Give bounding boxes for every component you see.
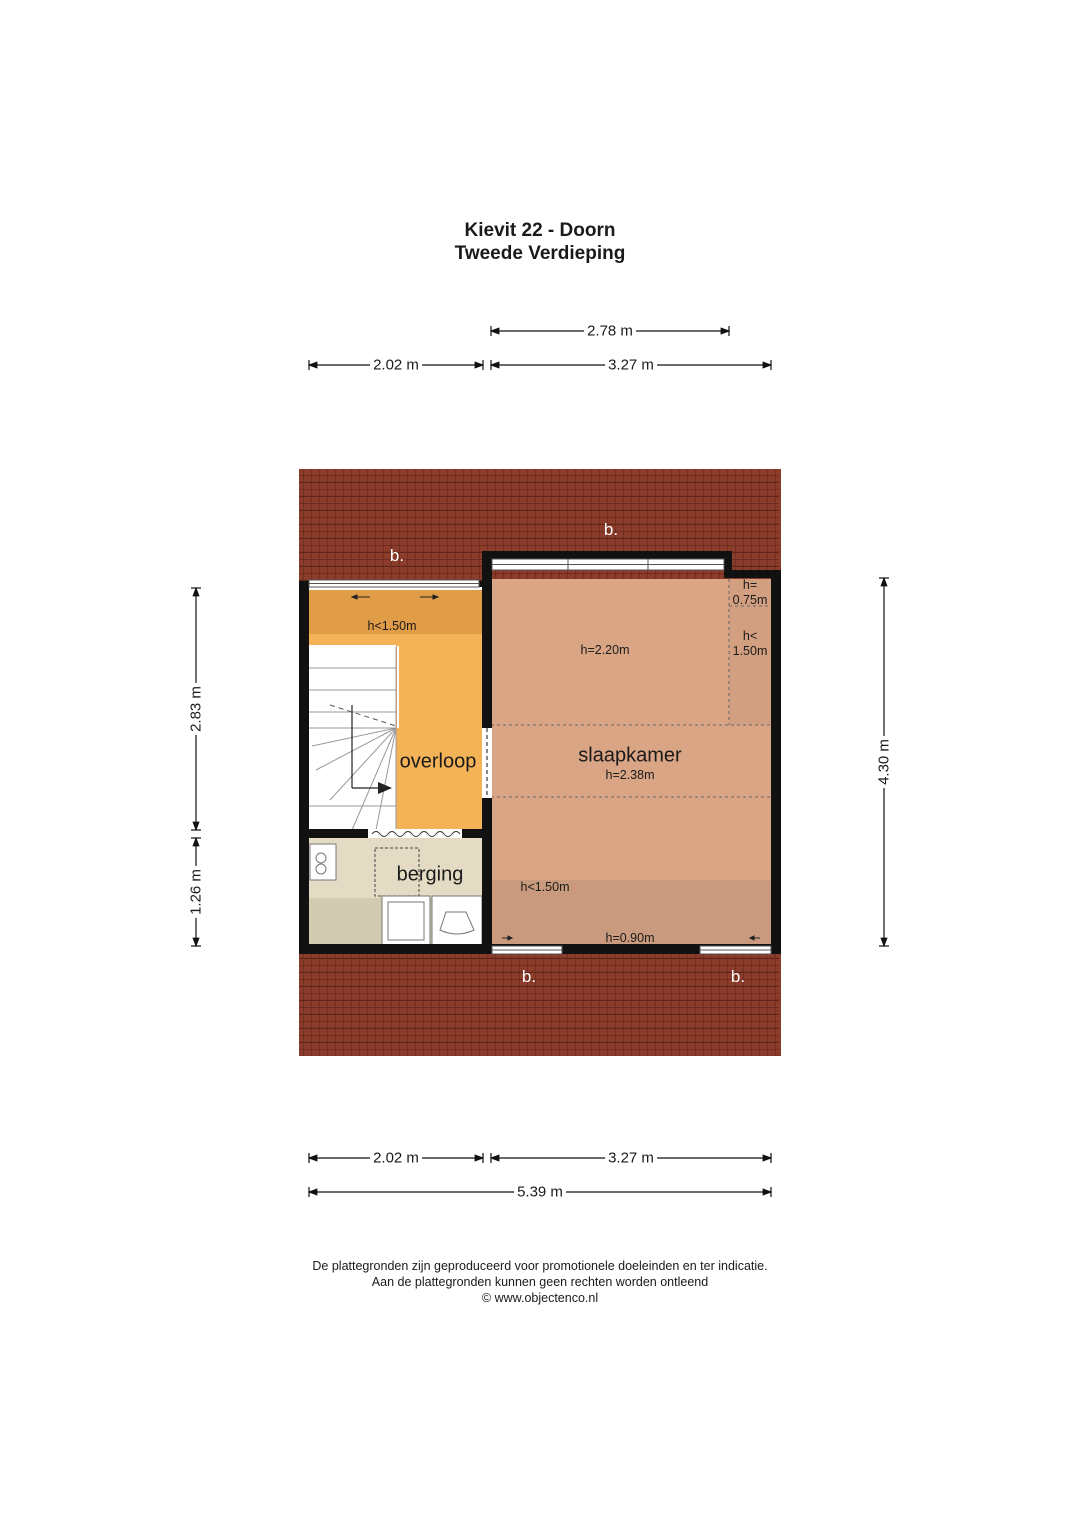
copyright-line: © www.objectenco.nl <box>481 1291 599 1305</box>
dimension-top-inner: 2.78 m <box>584 323 636 340</box>
room-label-berging: berging <box>396 863 464 886</box>
dimension-right: 4.30 m <box>876 736 893 788</box>
dimension-bottom-total: 5.39 m <box>514 1184 566 1201</box>
roof-bottom <box>299 953 781 1056</box>
height-note-corner-b-1: h< <box>742 629 758 643</box>
height-note-corner-a-1: h= <box>742 578 758 592</box>
height-note-bedroom-bottom: h=0.90m <box>605 931 655 945</box>
height-note-corner-b-2: 1.50m <box>732 644 768 658</box>
room-label-slaapkamer: slaapkamer <box>578 744 682 767</box>
height-note-bedroom-mid: h=2.20m <box>580 643 630 657</box>
roof-note-bottom-left: b. <box>521 967 537 986</box>
height-note-bedroom-main: h=2.38m <box>605 768 655 782</box>
disclaimer-line-2: Aan de plattegronden kunnen geen rechten worden ontleend <box>371 1275 709 1289</box>
room-label-overloop: overloop <box>399 750 477 773</box>
plan-subtitle: Tweede Verdieping <box>454 243 626 264</box>
dimension-bottom-right: 3.27 m <box>605 1150 657 1167</box>
boiler-unit <box>310 844 336 880</box>
roof-note-top-left: b. <box>389 546 405 565</box>
dimension-left-lower: 1.26 m <box>188 866 205 918</box>
height-note-bedroom-low: h<1.50m <box>520 880 570 894</box>
height-note-overloop: h<1.50m <box>367 619 417 633</box>
dimension-top-right: 3.27 m <box>605 357 657 374</box>
height-note-corner-a-2: 0.75m <box>732 593 768 607</box>
dimension-left-upper: 2.83 m <box>188 683 205 735</box>
plan-title: Kievit 22 - Doorn <box>464 220 616 241</box>
roof-note-bottom-right: b. <box>730 967 746 986</box>
disclaimer-line-1: De plattegronden zijn geproduceerd voor promotionele doeleinden en ter indicatie. <box>312 1259 768 1273</box>
staircase <box>308 646 396 830</box>
dimension-bottom-left: 2.02 m <box>370 1150 422 1167</box>
washer-appliance <box>382 896 482 946</box>
roof-note-top-right: b. <box>603 520 619 539</box>
dimension-top-left: 2.02 m <box>370 357 422 374</box>
